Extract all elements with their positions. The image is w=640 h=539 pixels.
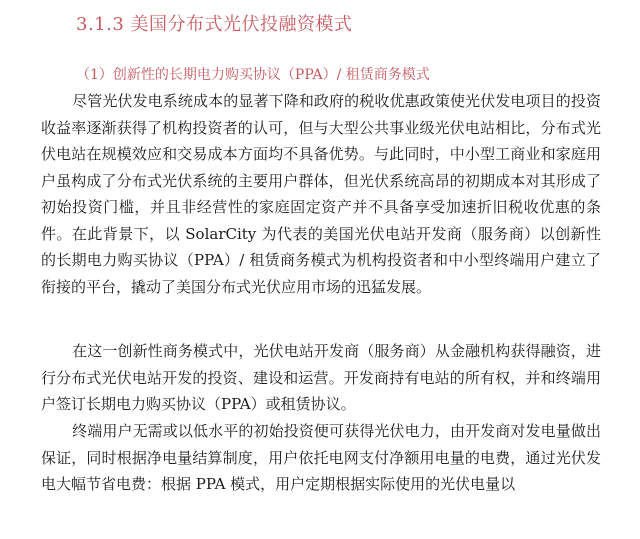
- paragraph-text: 终端用户无需或以低水平的初始投资便可获得光伏电力，由开发商对发电量做出保证，同时根据净电量结算制度，用户依托电网支付净额用电量的电费，通过光伏发电大幅节省电费：根据 PPA 模式，用户定期根据实际使用的光伏电量以: [41, 422, 601, 493]
- paragraph-text: 在这一创新性商务模式中，光伏电站开发商（服务商）从金融机构获得融资，进行分布式光伏电站开发的投资、建设和运营。开发商持有电站的所有权，并和终端用户签订长期电力购买协议（PPA）或租赁协议。: [41, 342, 601, 413]
- paragraph-text: 尽管光伏发电系统成本的显著下降和政府的税收优惠政策使光伏发电项目的投资收益率逐渐获得了机构投资者的认可，但与大型公共事业级光伏电站相比，分布式光伏电站在规模效应和交易成本方面均不具备优势。与此同时，中小型工商业和家庭用户虽构成了分布式光伏系统的主要用户群体，但光伏系统高昂的初期成本对其形成了初始投资门槛，并且非经营性的家庭固定资产并不具备享受加速折旧税收优惠的条件。在此背景下，以 SolarCity 为代表的美国光伏电站开发商（服务商）以创新性的长期电力购买协议（PPA）/ 租赁商务模式为机构投资者和中小型终端用户建立了衔接的平台，撬动了美国分布式光伏应用市场的迅猛发展。: [41, 92, 601, 296]
- paragraph: [41, 338, 601, 418]
- paragraph: [41, 88, 601, 300]
- section-subtitle: （1）创新性的长期电力购买协议（PPA）/ 租赁商务模式: [76, 67, 430, 83]
- paragraph: [41, 418, 601, 498]
- section-title: 3.1.3 美国分布式光伏投融资模式: [76, 14, 353, 35]
